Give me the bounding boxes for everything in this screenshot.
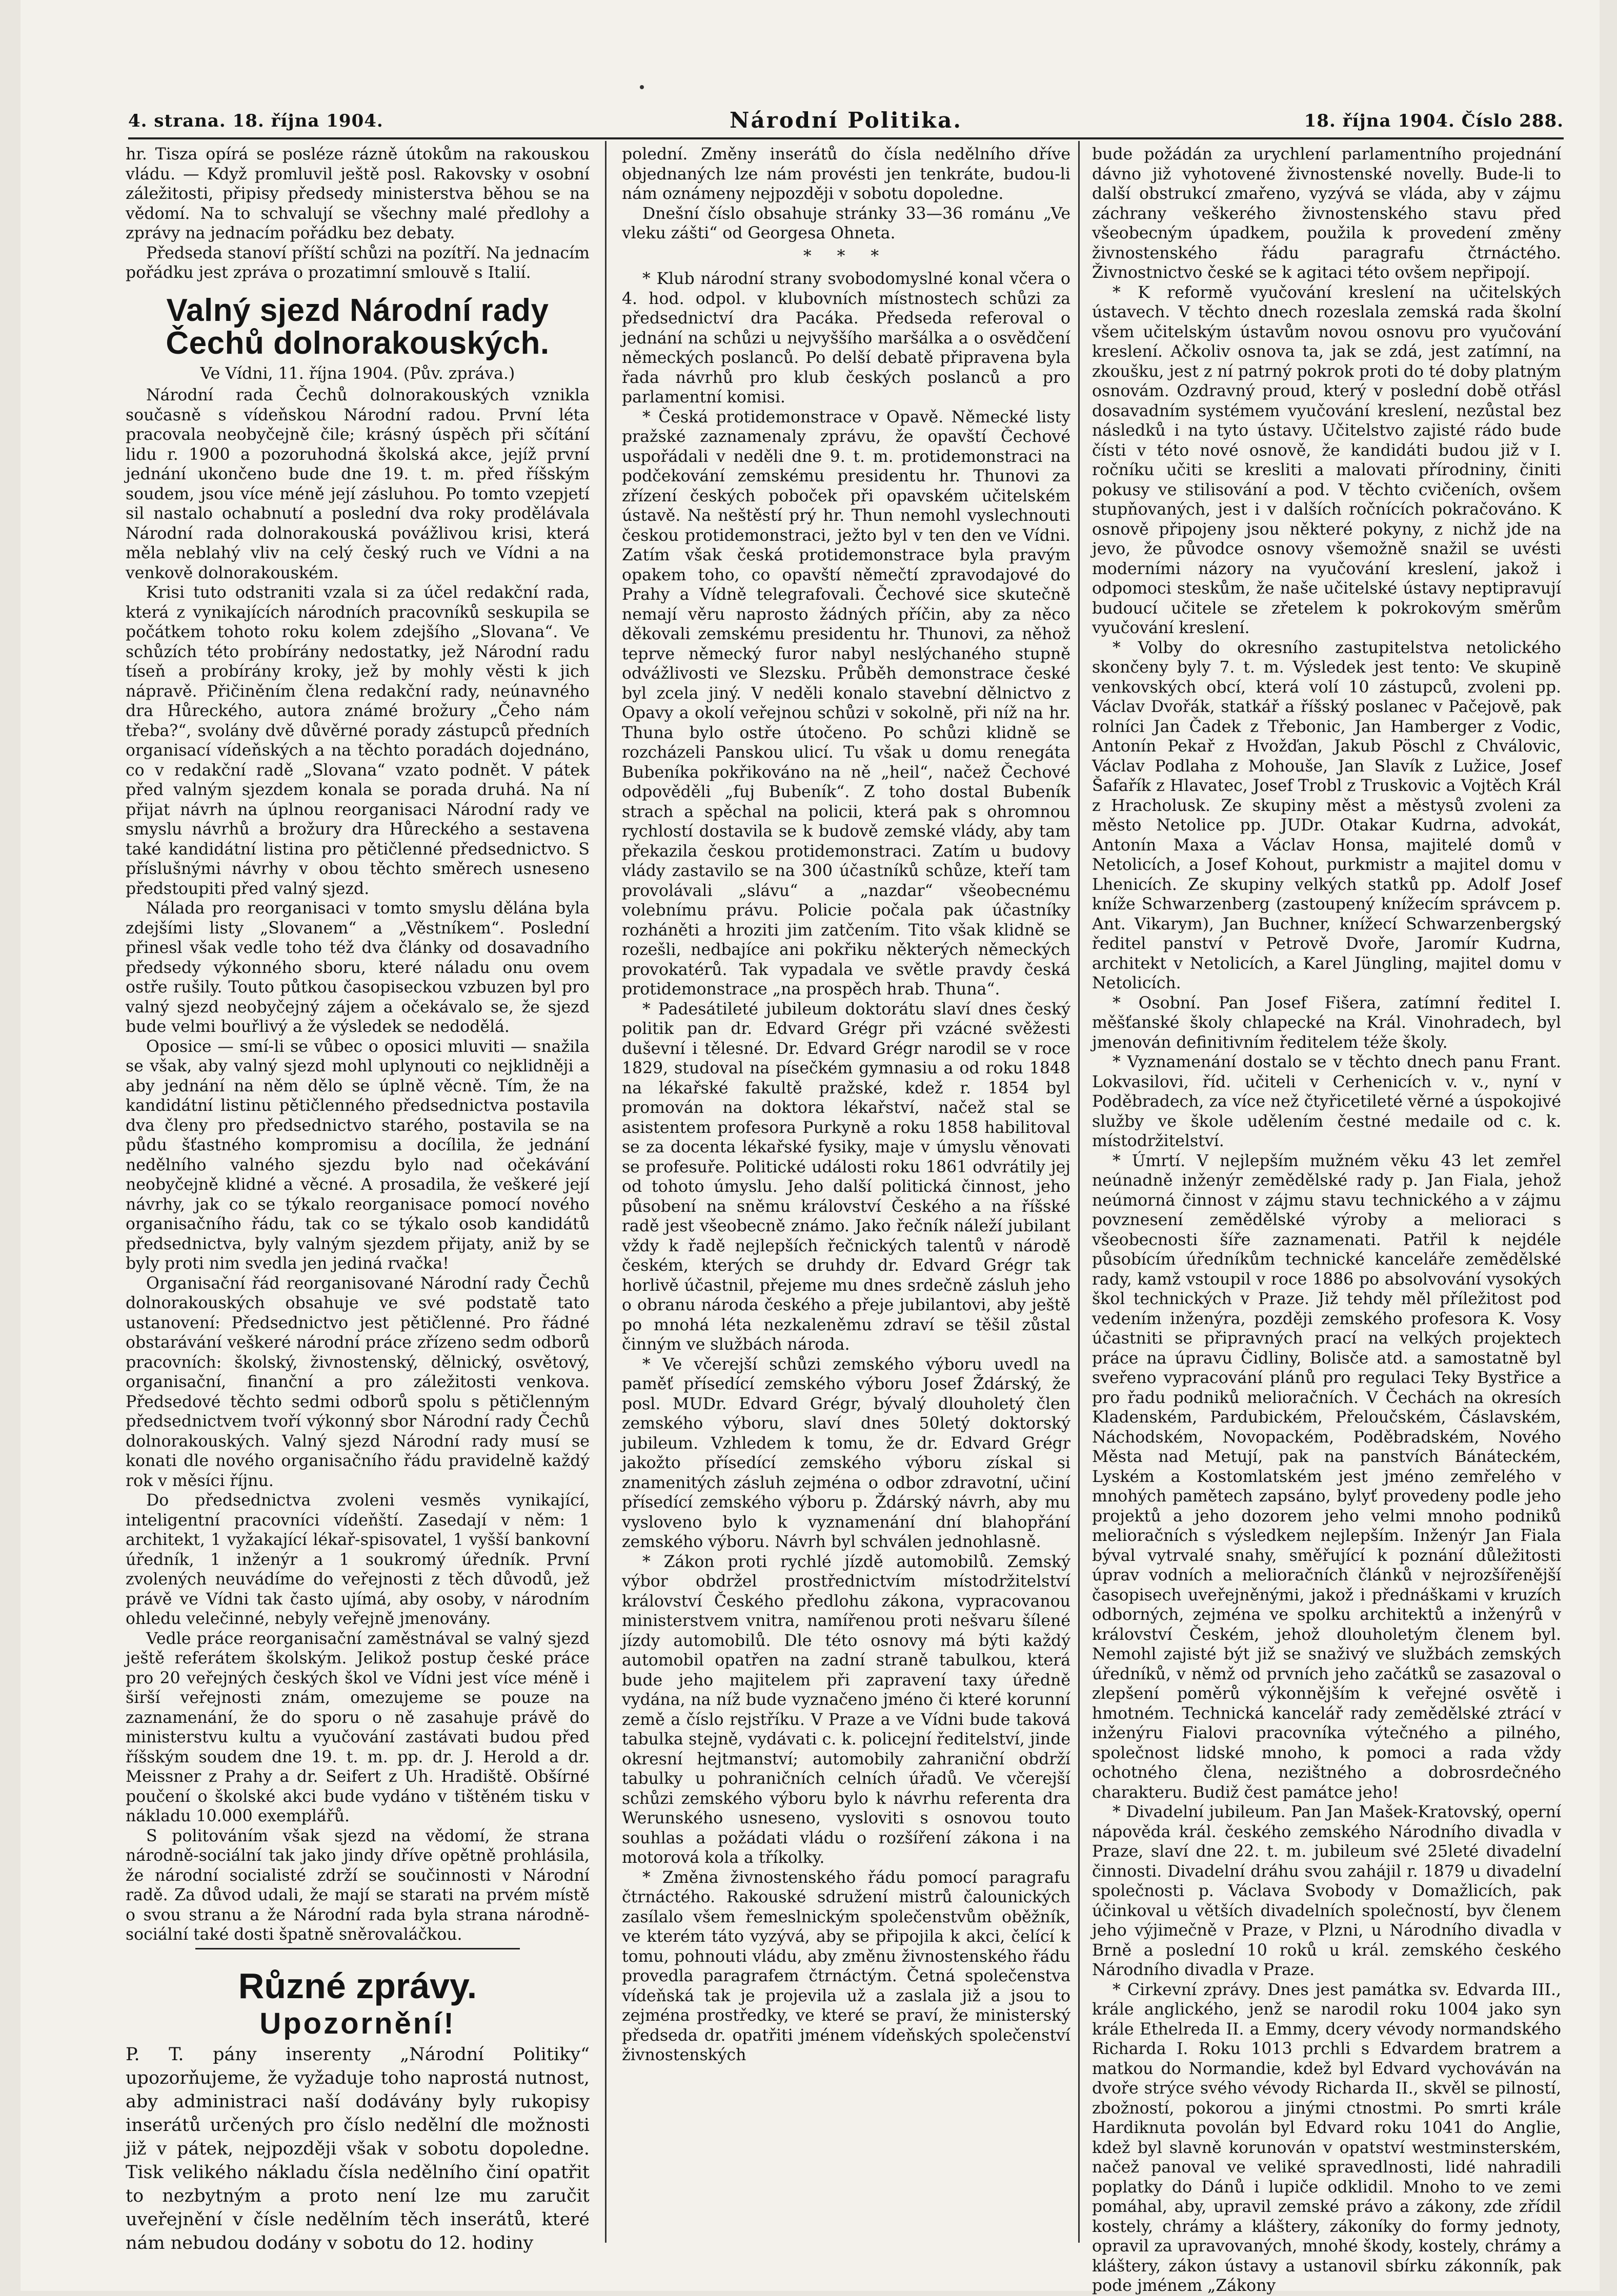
header-left: 4. strana. 18. října 1904.: [128, 111, 383, 131]
news-item: * Volby do okresního zastupitelstva netolického skončeny byly 7. t. m. Výsledek jest tento: Ve skupině venkovských obcí, která volí 10 zástupců, zvoleni pp. Václav Dvořák, statkář a říšský poslanec v Pačejově, pak rolníci Jan Čadek z Třebonic, Jan Hamberger z Vodic, Antonín Pekař z Hvožďan, Jakub Pöschl z Chválovic, Václav Podlaha z Mohouše, Jan Slavík z Lužice, Josef Šafařík z Hlavatec, Josef Trobl z Truskovic a Vojtěch Král z Hracholusk. Ze skupiny měst a městysů zvoleni za město Netolice pp. JUDr. Otakar Kudrna, advokát, Antonín Maxa a Václav Honsa, majitelé domů v Netolicích, a Josef Kohout, purkmistr a majitel domu v Lhenicích. Ze skupiny velkých statků pp. Adolf Josef kníže Schwarzenberg (zastoupený knížecím správcem p. Ant. Vikarym), Jan Buchner, knížecí Schwarzenbergský ředitel panství v Petrově Dvoře, Jaromír Kudrna, architekt v Netolicích, a Karel Jüngling, majitel domu v Netolicích.: [1092, 638, 1561, 992]
column-divider-1: [605, 141, 607, 2243]
article-paragraph: Vedle práce reorganisační zaměstnával se valný sjezd ještě referátem školským. Jelikož postup české práce pro 20 veřejných českých škol ve Vídni jest více méně i širší veřejnosti znám, omezujeme se pouze na zaznamenání, že do sporu o ně zasahuje právě do ministerstvu kultu a vyučování zastávati budou před říšským soudem dne 19. t. m. pp. dr. J. Herold a dr. Meissner z Prahy a dr. Seifert z Uh. Hradiště. Obšírné poučení o školské akci bude vydáno v tištěném tisku v nákladu 10.000 exemplářů.: [126, 1629, 590, 1825]
news-item: * Padesátileté jubileum doktorátu slaví dnes český politik pan dr. Edvard Grégr při vzácné svěžesti duševní i tělesné. Dr. Edvard Grégr narodil se v roce 1829, studoval na písečkém gymnasiu a od roku 1848 na lékařské fakultě pražské, kdež r. 1854 byl promován na doktora lékařství, načež stal se asistentem profesora Purkyně a roku 1858 habilitoval se za docenta lékařské fysiky, maje v úmyslu věnovati se profesuře. Politické události roku 1861 odvrátily jej od tohoto úmyslu. Jeho další politická činnost, jeho působení na sněmu království Českého a na říšské radě jest všeobecně známo. Jako řečník náleží jubilant vždy k řadě nejlepších řečnických talentů v národě českém, kterých se druhdy dr. Edvard Grégr tak horlivě účastnil, přejeme mu dnes srdečně zásluh jeho o obranu národa českého a přeje jubilantovi, aby ještě po mnohá léta nezkaleněmu zdraví se těšil zůstal činným ve službách národa.: [622, 1000, 1070, 1354]
article-paragraph: Národní rada Čechů dolnorakouských vznikla současně s vídeňskou Národní radou. První léta pracovala neobyčejně čile; krásný úspěch při sčítání lidu r. 1900 a pozoruhodná školská akce, jejíž první jednání ukončeno bude dne 19. t. m. před říšským soudem, jsou více méně její zásluhou. Po tomto vzepjetí sil nastalo ochabnutí a poslední dva roky prodělávala Národní rada dolnorakouská povážlivou krisi, která měla neblahý vliv na celý český ruch ve Vídni a na venkově dolnorakouském.: [126, 386, 590, 582]
news-item: * Klub národní strany svobodomyslné konal včera o 4. hod. odpol. v klubovních místnostech schůzi za předsednictví dra Pacáka. Předseda referoval o jednání na schůzi u nejvyššího maršálka a o osvědčení německých poslanců. Po delší debatě připravena byla řada návrhů pro klub českých poslanců a pro parlamentní komisi.: [622, 270, 1070, 407]
news-item: * Česká protidemonstrace v Opavě. Německé listy pražské zaznamenaly zprávu, že opavští Čechové uspořádali v neděli dne 9. t. m. protidemonstraci na podčekování zemskému presidentu hr. Thunovi za zřízení českých poboček při opavském učitelském ústavě. Na neštěstí prý hr. Thun nemohl vyslechnouti českou protidemonstraci, ježto byl v ten den ve Vídni. Zatím však česká protidemonstrace byla pravým opakem toho, co opavští němečtí zpravodajové do Prahy a Vídně telegrafovali. Čechové sice skutečně nemají věru naprosto žádných příčin, aby za něco děkovali zemskému presidentu hr. Thunovi, za něhož teprve německý furor nabyl neslýchaného stupně odvážlivosti ve Slezsku. Průběh demonstrace české byl zcela jiný. V neděli konalo stavební dělnictvo z Opavy a okolí veřejnou schůzi v sokolně, při níž na hr. Thuna bylo ostře útočeno. Po schůzi klidně se rozcházeli Panskou ulicí. Tu však u domu renegáta Bubeníka pokřikováno na ně „heil“, načež Čechové odpověděli „fuj Bubeník“. Z toho dostal Bubeník strach a spěchal na policii, která pak s ohromnou rychlostí dostavila se k budově zemské vlády, aby tam překazila českou protidemonstraci. Zatím u budovy vlády zastavilo se na 300 účastníků schůze, kteří tam provolávali „slávu“ a „nazdar“ všeobecnému volebnímu právu. Policie počala pak účastníky rozháněti a hroziti jim zatčením. Tito však klidně se rozešli, nedbajíce ani pokřiku některých německých provokatérů. Tak vypadala ve světle pravdy česká protidemonstrace „na prospěch hrab. Thuna“.: [622, 408, 1070, 999]
column-3: [1092, 145, 1561, 2295]
section-heading-ruzne: Různé zprávy.: [238, 1965, 477, 2006]
news-item: * Zákon proti rychlé jízdě automobilů. Zemský výbor obdržel prostřednictvím místodržitelství království Českého předlohu zákona, vypracovanou ministerstvem vnitra, namířenou proti nešvaru šílené jízdy automobilů. Dle této osnovy má býti každý automobil opatřen na zadní straně tabulkou, která bude jeho majitelem při zapravení taxy úředně vydána, na níž bude vyznačeno jméno či které korunní země a číslo rejstříku. V Praze a ve Vídni bude taková tabulka stejně, vydávati c. k. policejní ředitelství, jinde okresní hejtmanství; automobily zahraniční obdrží tabulky u pohraničních celních úřadů. Ve včerejší schůzi zemského výboru bylo k návrhu referenta dra Werunského usneseno, vysloviti s osnovou touto souhlas a požádati vládu o rozšíření zákona i na motorová kola a tříkolky.: [622, 1552, 1070, 1867]
news-item: * Divadelní jubileum. Pan Jan Mašek-Kratovský, operní nápověda král. českého zemského Národního divadla v Praze, slaví dne 22. t. m. jubileum své 25leté divadelní činnosti. Divadelní dráhu svou zahájil r. 1879 u divadelní společnosti p. Václava Svobody v Domažlicích, pak účinkoval u větších divadelních společností, byv členem jeho výjimečně v Praze, v Plzni, u Národního divadla v Brně a poslední 10 roků u král. zemského českého Národního divadla v Praze.: [1092, 1803, 1561, 1979]
news-item: * Cirkevní zprávy. Dnes jest památka sv. Edvarda III., krále anglického, jenž se narodil roku 1004 jako syn krále Ethelreda II. a Emmy, dcery vévody normandského Richarda I. Roku 1013 prchli s Edvardem bratrem a matkou do Normandie, kdež byl Edvard vychováván na dvoře strýce svého vévody Richarda II., skvěl se pilností, zbožností, pokorou a jinými ctnostmi. Po smrti krále Hardiknuta povolán byl Edvard roku 1041 do Anglie, kdež byl slavně korunován v opatství westminsterském, načež panoval ve veliké spravedlnosti, lidé nahradili poplatky do Dánů i lupiče odklidil. Mnoho to ve zemi pomáhal, aby, upravil zemské právo a zákony, zde zřídil kostely, chrámy a kláštery, zákoníky do formy jednoty, opravil za upravovaných, mnohé škody, kostely, chrámy a kláštery, zákon ústavy a ustanovil sbírku zákonník, pak pode jménem „Zákony: [1092, 1980, 1561, 2295]
column-divider-2: [1078, 141, 1080, 2243]
article-paragraph: polední. Změny inserátů do čísla nedělního dříve objednaných lze nám provésti jen tenkráte, budou-li nám oznámeny nejpozději v sobotu dopoledne.: [622, 145, 1070, 203]
article-paragraph: Krisi tuto odstraniti vzala si za účel redakční rada, která z vynikajících národních pracovníků seskupila se počátkem tohoto roku kolem zdejšího „Slovana“. Ve schůzích této probírány nedostatky, jež Národní radu tíseň a probírány kroky, jež by mohly věsti k jich nápravě. Přičiněním člena redakční rady, neúnavného dra Hůreckého, autora známé brožury „Čeho nám třeba?“, svolány dvě důvěrné porady zástupců předních organisací vídeňských a na těchto poradách dojednáno, co v redakční radě „Slovana“ vzato podnět. V pátek před valným sjezdem konala se porada druhá. Na ní přijat návrh na úplnou reorganisaci Národní rady ve smyslu návrhů a brožury dra Hůreckého a sestavena také kandidátní listina pro pětičlenné předsednictvo. S příslušnými návrhy v obou těchto směrech usneseno předstoupiti před valný sjezd.: [126, 583, 590, 898]
article-paragraph: Nálada pro reorganisaci v tomto smyslu dělána byla zdejšími listy „Slovanem“ a „Věstníkem“. Poslední přinesl však vedle toho též dva články od dosavadního předsedy výkonného sboru, které náladu onu ovem ostře rušily. Touto půtkou časopiseckou vzbuzen byl pro valný sjezd neobyčejný zájem a očekávalo se, že sjezd bude velmi bouřlivý a že výsledek se nedodělá.: [126, 899, 590, 1036]
article-paragraph: hr. Tisza opírá se posléze rázně útokům na rakouskou vládu. — Když promluvil ještě posl. Rakovsky v osobní záležitosti, připisy předsedy ministerstva běhou se na vědomí. Na to schvalují se všechny malé předlohy a zprávy na jednacím pořádku bez debaty.: [126, 145, 590, 242]
section-rule: [195, 1948, 520, 1949]
news-item: * Úmrtí. V nejlepším mužném věku 43 let zemřel neúnadně inženýr zemědělské rady p. Jan Fiala, jehož neúmorná činnost v zájmu stavu technického a v zájmu povznesení zemědělské výroby a melioraci s všeobecnosti šíře zaznamenati. Patřil k nejdéle působícím úředníkům technické kanceláře zemědělské rady, kamž vstoupil v roce 1886 po absolvování vysokých škol technických v Praze. Již tehdy měl příležitost pod vedením inženýra, později zemského profesora K. Vosy účastniti se připravných prací na velkých projektech práce na úpravu Čidliny, Bolisče atd. a samostatně byl sveřeno vypracování plánů pro regulaci Teky Bystřice a pro řadu podniků melioračních. V Čechách na okresích Kladenském, Pardubickém, Přeloučském, Čáslavském, Náchodském, Novopackém, Poděbradském, Nového Města nad Metují, pak na panstvích Bánáteckém, Lyském a Kostomlatském jest jméno zemřelého v mnohých pamětech zapsáno, bylyť provedeny podle jeho projektů a jeho dozorem jeho velmi mnoho podniků melioračních s výsledkem nejlepším. Inženýr Jan Fiala býval vytrvalé snahy, směřující k poznání důležitosti úprav vodních a melioračních článků v nejrozšířenější časopisech uveřejněnými, jakož i přednáškami v kruzích odborných, zejména ve spolku architektů a inženýrů v království Českém, jehož dlouholetým členem byl. Nemohl zajisté být již se snaživý ve službách zemských úředníků, v němž od prvních jeho začátků se zasazoval o zlepšení poměrů výkonnějším k veřejné osvětě i hmotném. Technická kancelář rady zemědělské ztrácí v inženýru Fialovi pracovníka výtečného a pilného, společnost lidské mnoho, k pomoci a rada vždy ochotného člena, nezištného a dobrosrdečného charakteru. Budiž čest památce jeho!: [1092, 1151, 1561, 1802]
masthead-title: Národní Politika.: [730, 108, 962, 133]
article-paragraph: Oposice — smí-li se vůbec o oposici mluviti — snažila se však, aby valný sjezd mohl uplynouti co nejklidněji a aby jednání na něm dělo se úplně věcně. Tím, že na kandidátní listinu pětičlenného předsednictva postavila dva členy pro předsednictvo starého, postavila se na půdu šťastného kompromisu a docílila, že jednání nedělního valného sjezdu bylo nad očekávání neobyčejně klidné a věcné. A prosadila, že veškeré její návrhy, jak co se týkalo reorganisace pomocí nového organisačního řádu, tak co se týkalo osob kandidátů předsednictva, byly valným sjezdem přijaty, aniž by se byly proti nim svedla jen jediná rvačka!: [126, 1037, 590, 1273]
page-dot: [640, 85, 644, 89]
dateline: Ve Vídni, 11. října 1904. (Pův. zpráva.): [200, 364, 515, 383]
article-paragraph: Dnešní číslo obsahuje stránky 33—36 románu „Ve vleku zášti“ od Georgesa Ohneta.: [622, 204, 1070, 242]
page-header: [128, 108, 1564, 141]
news-item: * Vyznamenání dostalo se v těchto dnech panu Frant. Lokvasilovi, říd. učiteli v Cerhenicích v. v., nyní v Poděbradech, za více než čtyřicetileté věrné a úspokojivé služby ve škole udělením čestné medaile od c. k. místodržitelství.: [1092, 1053, 1561, 1150]
article-paragraph: Předseda stanoví příští schůzi na pozítří. Na jednacím pořádku jest zpráva o prozatimní smlouvě s Italií.: [126, 243, 590, 282]
headline-sjezd: Valný sjezd Národní rady Čechů dolnorakouských.: [166, 292, 550, 361]
notice-title: Upozornění!: [259, 2006, 456, 2040]
news-item: * Změna živnostenského řádu pomocí paragrafu čtrnáctého. Rakouské sdružení mistrů čalounických zasílalo všem řemeslnickým společenstvům oběžník, ve kterém táto vyzývá, aby se připojila k akci, čelící k tomu, pohnouti vládu, aby změnu živnostenského řádu provedla paragrafem čtrnáctým. Četná společenstva vídeňská tak je projevila už a zaslala již a jsou to zejména prostředky, ve které se praví, že ministerský předseda dr. opatřiti jménem vídeňských společenství živnostenských: [622, 1868, 1070, 2064]
news-item: * Osobní. Pan Josef Fišera, zatímní ředitel I. měšťanské školy chlapecké na Král. Vinohradech, byl jmenován definitivním ředitelem téže školy.: [1092, 993, 1561, 1052]
news-item: bude požádán za urychlení parlamentního projednání dávno již vyhotovené živnostenské novelly. Bude-li to další obstrukcí zmařeno, vyzývá se vláda, aby v zájmu záchrany veškerého živnostenského stavu před všeobecným úpadkem, použila k provedení změny živnostenského řádu paragrafu čtrnáctého. Živnostnictvo české se k agitaci této ovšem nepřipojí.: [1092, 145, 1561, 282]
article-paragraph: S politováním však sjezd na vědomí, že strana národně-sociální tak jako jindy dříve opětně prohlásila, že národní socialisté zdrží se součinnosti v Národní radě. Za důvod udali, že mají se starati na prvém místě o svou stranu a že Národní rada byla strana národně-sociální také dosti špatně sněrovaláčkou.: [126, 1826, 590, 1944]
separator-stars: * * *: [803, 247, 890, 266]
news-item: * Ve včerejší schůzi zemského výboru uvedl na paměť přísedící zemského výboru Josef Ždárský, že posl. MUDr. Edvard Grégr, bývalý dlouholetý člen zemského výboru, slaví dnes 50letý doktorský jubileum. Vzhledem k tomu, že dr. Edvard Grégr jakožto přísedící zemského výboru získal si znamenitých zásluh zejména o odbor zdravotní, učiní přísedící zemského výboru p. Ždárský návrh, aby mu vysloveno bylo k vyznamenání dní blahopřání zemského výboru. Návrh byl schválen jednohlasně.: [622, 1355, 1070, 1551]
article-paragraph: Do předsednictva zvoleni vesměs vynikající, inteligentní pracovníci vídeňští. Zasedají v něm: 1 architekt, 1 vyžakající lékař-spisovatel, 1 vyšší bankovní úředník, 1 inženýr a 1 soukromý úředník. První zvolených neuvádíme do veřejnosti z těch důvodů, jež právě ve Vídni tak často ujímá, aby osoby, v národním ohledu velečinné, nebyly veřejně jmenovány.: [126, 1491, 590, 1628]
header-rule: [128, 137, 1564, 139]
column-2: [622, 145, 1070, 2246]
header-right: 18. října 1904. Číslo 288.: [1304, 111, 1564, 131]
column-1: [126, 145, 590, 2253]
news-item: * K reformě vyučování kreslení na učitelských ústavech. V těchto dnech rozeslala zemská rada školní všem učitelským ústavům novou osnovu pro vyučování kreslení. Ačkoliv osnova ta, jak se zdá, jest zatímní, na zkoušku, jest z ní patrný pokrok proti do té doby platným osnovám. Ozdravný proud, který v poslední době otřásl dosavadním systémem vyučování kreslení, nezůstal bez následků i na tyto ústavy. Učitelstvo zajisté rádo bude čísti v této nové osnově, že kandidáti budou již v I. ročníku učiti se kresliti a malovati přírodniny, činiti pokusy ve stilisování a pod. V těchto cvičeních, ovšem stupňovaných, jest i v dalších ročnících pokračováno. K osnově připojeny jsou některé pokyny, z nichž jde na jevo, že původce osnovy všemožně snažil se uvésti moderními názory na vyučování kreslení, jakož i odpomoci steskům, že naše učitelské ústavy neptipravují budoucí učitele se zřetelem k pokrokovým směrům vyučování kreslení.: [1092, 283, 1561, 637]
article-paragraph: Organisační řád reorganisované Národní rady Čechů dolnorakouských obsahuje ve své podstatě tato ustanovení: Předsednictvo jest pětičlenné. Pro řádné obstarávání veškeré národní práce zřízeno sedm odborů pracovních: školský, živnostenský, dělnický, osvětový, organisační, finanční a pro záležitosti venkova. Předsedové těchto sedmi odborů spolu s pětičlenným předsednictvem tvoří výkonný sbor Národní rady Čechů dolnorakouských. Valný sjezd Národní rady musí se konati dle nového organisačního řádu pravidelně každý rok v měsíci říjnu.: [126, 1274, 590, 1490]
notice-text: P. T. pány inserenty „Národní Politiky“ upozorňujeme, že vyžaduje toho naprostá nutnost, aby administraci naší dodávány byly rukopisy inserátů určených pro číslo nedělní dle možnosti již v pátek, nejpozději však v sobotu dopoledne. Tisk velikého nákladu čísla nedělního činí opatřit to nezbytným a proto není lze mu zaručit uveřejnění v čísle nedělním těch inserátů, které nám nebudou dodány v sobotu do 12. hodiny: [126, 2044, 590, 2253]
